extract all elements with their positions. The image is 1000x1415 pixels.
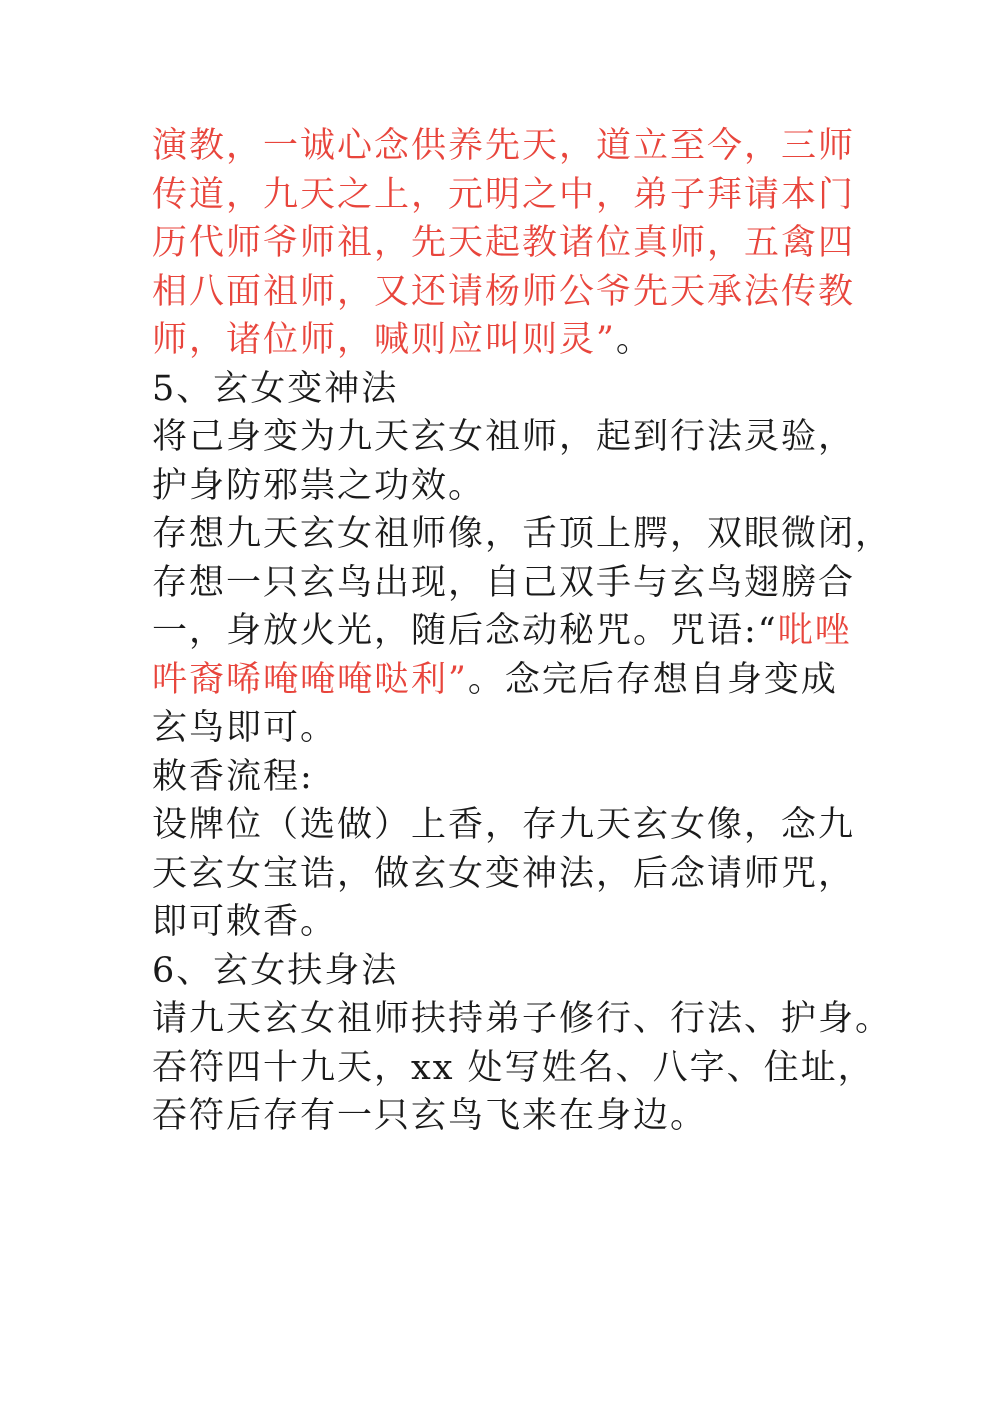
text-segment: 。 — [615, 320, 653, 360]
text-line — [152, 850, 872, 899]
text-line — [152, 656, 872, 705]
text-segment: 天玄女宝诰，做玄女变神法，后念请师咒， — [152, 853, 856, 894]
text-line — [152, 122, 872, 171]
text-segment: 将己身变为九天玄女祖师，起到行法灵验， — [152, 417, 856, 457]
text-segment: 请九天玄女祖师扶持弟子修行、行法、护身。 — [152, 999, 893, 1039]
text-line — [152, 947, 872, 996]
text-segment: 存想九天玄女祖师像，舌顶上腭，双眼微闭， — [152, 514, 893, 554]
text-line — [152, 1092, 872, 1141]
text-line — [152, 704, 872, 753]
text-segment: 敕香流程: — [152, 756, 314, 797]
highlighted-text-segment: 演教，一诚心念供养先天，道立至今，三师 — [152, 126, 856, 166]
text-segment: 吞符后存有一只玄鸟飞来在身边。 — [152, 1096, 708, 1136]
text-line — [152, 995, 893, 1044]
text-segment: 玄鸟即可。 — [152, 708, 338, 748]
text-segment: 吞符四十九天，xx 处写姓名、八字、住址， — [152, 1047, 875, 1088]
text-line — [152, 510, 893, 559]
text-line — [152, 268, 872, 317]
text-line — [152, 171, 872, 220]
text-segment: 。念完后存想自身变成 — [467, 659, 838, 700]
highlighted-text-segment: 吽裔唏唵唵唵哒利” — [152, 659, 468, 700]
highlighted-text-segment: 历代师爷师祖，先天起教诸位真师，五禽四 — [152, 223, 856, 263]
text-line — [152, 365, 872, 414]
text-segment: 5、玄女变神法 — [152, 368, 399, 409]
text-segment: 设牌位（选做）上香，存九天玄女像，念九 — [152, 805, 856, 845]
text-line — [152, 413, 872, 462]
text-line — [152, 219, 872, 268]
text-segment: 存想一只玄鸟出现，自己双手与玄鸟翅膀合 — [152, 562, 856, 603]
text-line — [152, 462, 872, 511]
text-line — [152, 898, 872, 947]
text-line — [152, 1044, 875, 1093]
text-segment: 一，身放火光，随后念动秘咒。咒语:“ — [152, 611, 778, 651]
body-text — [152, 122, 893, 1141]
highlighted-text-segment: 吡唑 — [777, 611, 852, 651]
text-line — [152, 753, 872, 802]
text-line — [152, 559, 872, 608]
text-line — [152, 316, 872, 365]
highlighted-text-segment: 相八面祖师，又还请杨师公爷先天承法传教 — [152, 271, 856, 312]
text-segment: 护身防邪祟之功效。 — [152, 465, 486, 506]
highlighted-text-segment: 传道，九天之上，元明之中，弟子拜请本门 — [152, 174, 856, 215]
text-line — [152, 607, 872, 656]
highlighted-text-segment: 师，诸位师，喊则应叫则灵” — [152, 320, 616, 360]
text-segment: 即可敕香。 — [152, 902, 338, 942]
text-segment: 6、玄女扶身法 — [152, 950, 399, 991]
text-line — [152, 801, 872, 850]
